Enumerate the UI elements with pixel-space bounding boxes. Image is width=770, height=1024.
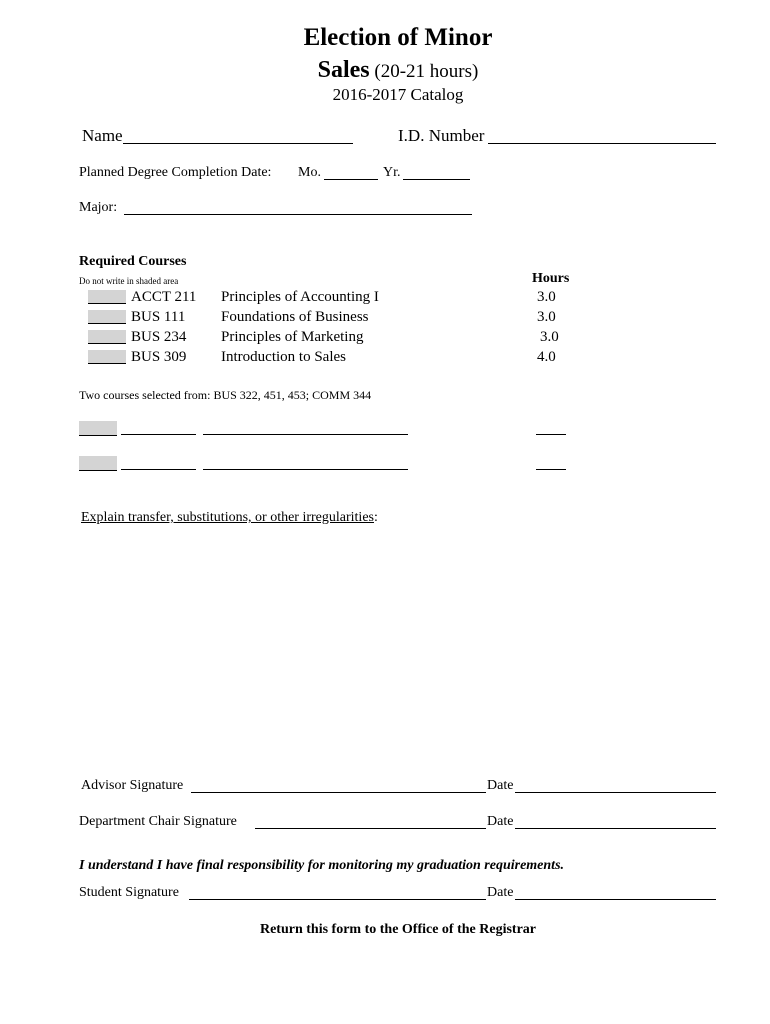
explain-label: [81, 510, 378, 526]
course-check-box[interactable]: [88, 310, 126, 324]
advisor-signature-label: Advisor Signature: [81, 778, 184, 793]
course-code: BUS 309: [131, 349, 187, 365]
elective-hours-field[interactable]: [536, 434, 566, 435]
student-signature-field[interactable]: [189, 899, 486, 900]
student-date-label: Date: [487, 885, 514, 900]
chair-signature-field[interactable]: [255, 828, 486, 829]
id-number-label: I.D. Number: [398, 126, 485, 145]
elective-code-field[interactable]: [121, 469, 196, 470]
student-signature-label: Student Signature: [79, 885, 179, 900]
name-label: Name: [82, 126, 123, 145]
elective-hours-field[interactable]: [536, 469, 566, 470]
advisor-date-field[interactable]: [515, 792, 716, 793]
course-hours: 4.0: [537, 349, 556, 365]
month-label: Mo.: [298, 165, 321, 180]
year-field[interactable]: [403, 179, 470, 180]
course-code: ACCT 211: [131, 289, 197, 305]
course-code: BUS 111: [131, 309, 186, 325]
chair-date-label: Date: [487, 814, 514, 829]
advisor-date-label: Date: [487, 778, 514, 793]
chair-signature-label: Department Chair Signature: [79, 814, 237, 829]
elective-code-field[interactable]: [121, 434, 196, 435]
year-label: Yr.: [383, 165, 401, 180]
major-field[interactable]: [124, 214, 472, 215]
course-title: Introduction to Sales: [221, 349, 346, 365]
hours-header: Hours: [532, 271, 570, 286]
major-label: Major:: [79, 200, 118, 215]
shaded-area-note: Do not write in shaded area: [79, 276, 179, 286]
advisor-signature-field[interactable]: [191, 792, 486, 793]
course-title: Principles of Accounting I: [221, 289, 379, 305]
student-date-field[interactable]: [515, 899, 716, 900]
required-courses-heading: Required Courses: [79, 254, 187, 269]
course-hours: 3.0: [537, 289, 556, 305]
elective-note: Two courses selected from: BUS 322, 451, 453; COMM 344: [79, 388, 372, 402]
course-check-box[interactable]: [88, 330, 126, 344]
course-check-box[interactable]: [88, 290, 126, 304]
explain-label-text: Explain transfer, substitutions, or other irregularities: [81, 510, 374, 525]
course-code: BUS 234: [131, 329, 187, 345]
return-instruction: Return this form to the Office of the Registrar: [259, 922, 537, 937]
form-title: Election of Minor: [303, 24, 493, 51]
responsibility-statement: I understand I have final responsibility for monitoring my graduation requirements.: [79, 858, 565, 873]
course-title: Principles of Marketing: [221, 329, 364, 345]
catalog-year: 2016-2017 Catalog: [332, 85, 464, 104]
name-field[interactable]: [123, 143, 353, 144]
course-check-box[interactable]: [88, 350, 126, 364]
elective-check-box[interactable]: [79, 456, 117, 471]
course-title: Foundations of Business: [221, 309, 369, 325]
course-hours: 3.0: [540, 329, 559, 345]
explain-text-area[interactable]: [79, 534, 719, 764]
id-number-field[interactable]: [488, 143, 716, 144]
minor-subtitle: [0, 57, 770, 84]
elective-title-field[interactable]: [203, 469, 408, 470]
chair-date-field[interactable]: [515, 828, 716, 829]
minor-hours: (20-21 hours): [369, 61, 479, 82]
elective-title-field[interactable]: [203, 434, 408, 435]
completion-date-label: Planned Degree Completion Date:: [79, 165, 272, 180]
explain-label-colon: :: [373, 510, 378, 525]
minor-name: Sales: [317, 57, 370, 83]
elective-check-box[interactable]: [79, 421, 117, 436]
month-field[interactable]: [324, 179, 378, 180]
course-hours: 3.0: [537, 309, 556, 325]
